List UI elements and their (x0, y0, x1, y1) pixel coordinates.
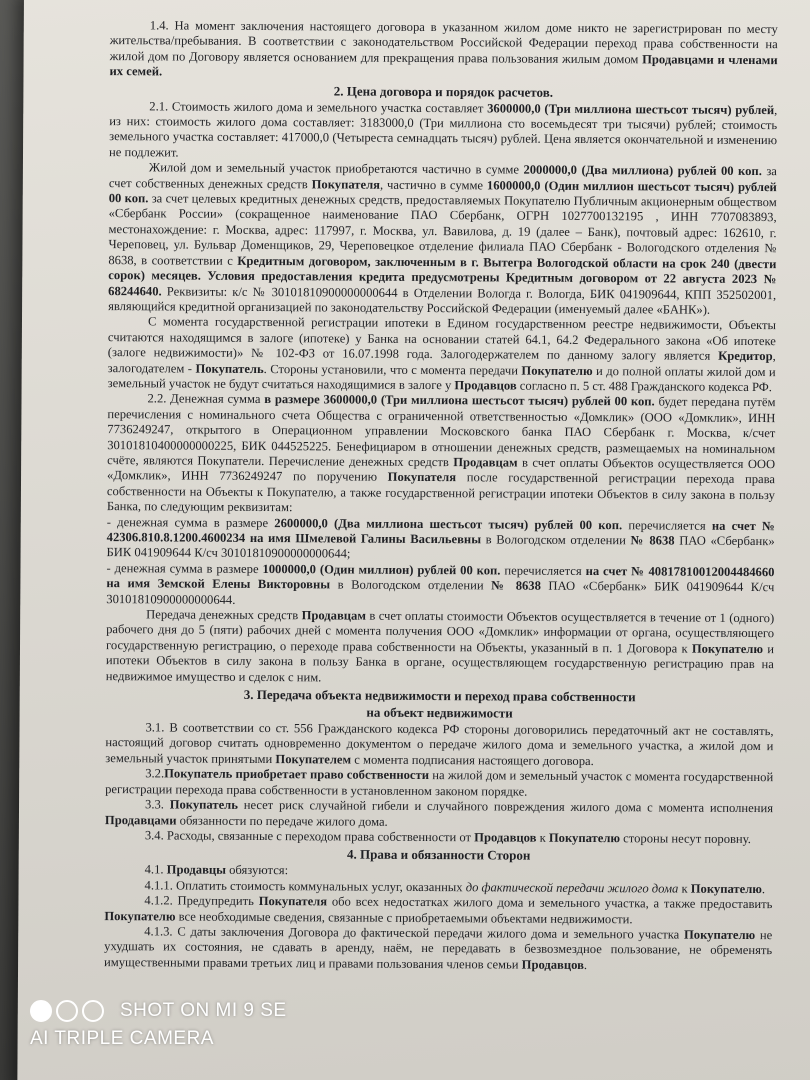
document-sheet (17, 0, 810, 1080)
payment-item-1: - денежная сумма в размере 2600000,0 (Два миллиона шестьсот тысяч) рублей 00 коп. перечисляется на счет № 42306.810.8.1200.4600234 на имя Шмелевой Галины Васильевны в Вологодском отделении № 8638 ПАО «Сбербанк» БИК 041909644 К/сч 30101810900000000644; (106, 514, 775, 561)
clause-4-1-3: 4.1.3. С даты заключения Договора до фактической передачи жилого дома и земельного участка Покупателю не ухудшать их состояния, не сдавать в аренду, наём, не передавать в безвозмездное пользование, не обременять имущественными правами третьих лиц и правами пользования членов семьи Продавцов. (104, 924, 773, 972)
camera-dots-icon (30, 1000, 104, 1022)
clause-2-1-mortgage: С момента государственной регистрации ипотеки в Едином государственном реестре недвижимости, Объекты считаются находящимся в залоге (ипотеке) у Банка на основании статей 64.1, 64.2 Федерального закона «Об ипотеке (залоге недвижимости)» № 102-ФЗ от 16.07.1998 года. Залогодержателем по данному залогу является Кредитор, залогодателем - Покупатель. Стороны установили, что с момента передачи Покупателю и до полной оплаты жилой дом и земельный участок не будут считаться находящимися в залоге у Продавцов согласно п. 5 ст. 488 Гражданского кодекса РФ. (107, 314, 777, 395)
clause-1-4-text: 1.4. На момент заключения настоящего договора в указанном жилом доме никто не зарегистрирован по месту жительства/пребывания. В соответствии с законодательством Российской Федерации переход права собственности на жилой дом по Договору является основанием для прекращения права пользования жилым домом (109, 18, 778, 67)
clause-2-1: 2.1. Стоимость жилого дома и земельного участка составляет 3600000,0 (Три миллиона шестьсот тысяч) рублей, из них: стоимость жилого дома составляет: 3183000,0 (Три миллиона сто восемьдесят три тысячи) рублей; стоимость земельного участка составляет: 417000,0 (Четыреста семнадцать тысяч) рублей. Цена является окончательной и изменению не подлежит. (108, 98, 778, 160)
clause-1-4-bold: Продавцами и членами их семей. (109, 52, 778, 79)
camera-watermark (30, 1000, 287, 1050)
section-3-subheading: на объект недвижимости (366, 704, 513, 721)
clause-3-3: 3.3. Покупатель несет риск случайной гибели и случайного повреждения жилого дома с момента исполнения Продавцами обязанности по передаче жилого дома. (104, 797, 774, 829)
section-3-heading: 3. Передача объекта недвижимости и переход права собственности (243, 686, 636, 705)
payment-item-2: - денежная сумма в размере 1000000,0 (Один миллион) рублей 00 коп. перечисляется на счет № 40817810012004484660 на имя Земской Елены Викторовны в Вологодском отделении № 8638 ПАО «Сбербанк» БИК 041909644 К/сч 30101810900000000644. (106, 560, 775, 607)
contract-page (104, 18, 778, 974)
section-4-heading: 4. Права и обязанности Сторон (347, 846, 531, 863)
clause-4-1-2: 4.1.2. Предупредить Покупателя обо всех недостатках жилого дома и земельного участка, а также предоставить Покупателю все необходимые сведения, связанные с приобретаемыми объектами недвижимости. (104, 893, 773, 926)
watermark-line-2: AI TRIPLE CAMERA (30, 1028, 214, 1049)
section-2-heading: 2. Цена договора и порядок расчетов. (333, 83, 554, 100)
clause-3-2: 3.2.Покупатель приобретает право собственности на жилой дом и земельный участок с момента государственной регистрации перехода права собственности в установленном законом порядке. (105, 766, 774, 799)
clause-4-1-1: 4.1.1. Оплатить стоимость коммунальных услуг, оказанных до фактической передачи жилого дома к Покупателю. (144, 878, 766, 896)
clause-2-2-transfer: Передача денежных средств Продавцам в счет оплаты стоимости Объектов осуществляется в течение от 1 (одного) рабочего дня до 5 (пяти) рабочих дней с момента получения ООО «Домклик» информации от органа, осуществляющего государственную регистрацию, о переходе права собственности на Объекты, указанный в п. 1 Договора к Покупателю и ипотеки Объектов в силу закона в пользу Банка в органе, осуществляющем государственную регистрацию прав на недвижимое имущество и сделок с ним. (105, 607, 775, 685)
clause-3-1: 3.1. В соответствии со ст. 556 Гражданского кодекса РФ стороны договорились передаточный акт не составлять, настоящий договор считать одновременно документом о передаче жилого дома и земельного участка, а жилой дом и земельный участок принятыми Покупателем с момента подписания настоящего договора. (105, 720, 774, 768)
clause-3-4: 3.4. Расходы, связанные с переходом права собственности от Продавцов к Покупателю стороны несут поровну. (144, 828, 751, 846)
clause-2-2: 2.2. Денежная сумма в размере 3600000,0 (Три миллиона шестьсот тысяч) рублей 00 коп. будет передана путём перечисления с номинального счета Общества с ограниченной ответственностью «Домклик» (ООО «Домклик», ИНН 7736249247, открытого в Операционном управлении Московского банка ПАО Сбербанк г. Москва, к/счет 30101810400000000225, БИК 044525225. Бенефициаром в отношении денежных средств, размещаемых на номинальном счёте, являются Покупатели. Перечисление денежных средств Продавцам в счет оплаты Объектов осуществляется ООО «Домклик», ИНН 7736249247 по поручению Покупателя после государственной регистрации перехода права собственности на Объекты к Покупателю, а также государственной регистрации ипотеки Объектов в силу закона в пользу Банка, по следующим реквизитам: (106, 391, 776, 515)
clause-4-1: 4.1. Продавцы обязуются: (144, 862, 289, 878)
clause-2-1-financing: Жилой дом и земельный участок приобретаются частично в сумме 2000000,0 (Два миллиона) рублей 00 коп. за счет собственных денежных средств Покупателя, частично в сумме 1600000,0 (Один миллион шестьсот тысяч) рублей 00 коп. за счет целевых кредитных денежных средств, предоставляемых Покупателю Публичным акционерным обществом «Сбербанк России» (сокращенное наименование ПАО Сбербанк, ОГРН 1027700132195 , ИНН 7707083893, местонахождение: г. Москва, адрес: 117997, г. Москва, ул. Вавилова, д. 19 (далее – Банк), почтовый адрес: 162610, г. Череповец, ул. Бульвар Доменщиков, 29, Череповецкое отделение филиала ПАО Сбербанк - Вологодского отделения № 8638, в соответствии с Кредитным договором, заключенным в г. Вытегра Вологодской области на срок 240 (двести сорок) месяцев. Условия предоставления кредита предусмотрены Кредитным договором от 22 августа 2023 № 68244640. Реквизиты: к/с № 30101810900000000644 в Отделении Вологда г. Вологда, БИК 041909644, КПП 352502001, являющийся кредитной организацией по законодательству Российской Федерации (именуемый далее «БАНК»). (108, 160, 777, 317)
clause-1-4 (109, 18, 777, 84)
watermark-line-1: SHOT ON MI 9 SE (120, 1000, 287, 1021)
